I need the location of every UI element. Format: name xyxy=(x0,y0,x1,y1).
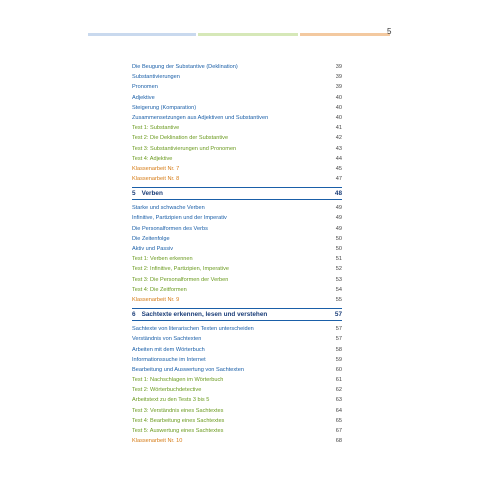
toc-entry[interactable] xyxy=(132,164,342,174)
chapter-title: Verben xyxy=(141,190,163,198)
toc-entry[interactable] xyxy=(132,406,342,416)
toc-entry-page: 54 xyxy=(335,286,342,293)
toc-entry-page: 67 xyxy=(335,428,342,434)
toc-entry-title: Test 3: Verständnis eines Sachtextes xyxy=(132,407,224,414)
toc-entry[interactable] xyxy=(132,365,342,375)
chapter-page-number: 57 xyxy=(334,311,342,319)
header-bar-blue xyxy=(88,33,196,36)
toc-entry-title: Adjektive xyxy=(132,94,155,101)
toc-entry-title: Test 5: Auswertung eines Sachtextes xyxy=(132,428,224,434)
toc-entry-title: Verständnis von Sachtexten xyxy=(132,336,202,343)
toc-entry[interactable] xyxy=(132,324,342,334)
toc-entry[interactable] xyxy=(132,154,342,164)
toc-entry-title: Zusammensetzungen aus Adjektiven und Substantiven xyxy=(132,114,269,121)
toc-entry-title: Test 2: Die Deklination der Substantive xyxy=(132,135,229,142)
header-bar-green xyxy=(198,33,298,36)
toc-entry[interactable] xyxy=(132,355,342,365)
toc-entry-title: Test 4: Die Zeitformen xyxy=(132,286,187,293)
toc-entry-page: 53 xyxy=(335,276,342,283)
toc-entry[interactable] xyxy=(132,385,342,395)
toc-entry-title: Infinitive, Partizipien und der Imperativ xyxy=(132,215,227,222)
toc-entry-page: 60 xyxy=(335,366,342,373)
toc-entry-page: 42 xyxy=(335,135,342,142)
toc-entry[interactable] xyxy=(132,345,342,355)
toc-entry-page: 43 xyxy=(335,145,342,152)
toc-entry-page: 39 xyxy=(335,84,342,91)
toc-entry-page: 51 xyxy=(335,256,342,263)
toc-entry-page: 52 xyxy=(335,266,342,273)
toc-entry-title: Test 3: Die Personalformen der Verben xyxy=(132,276,229,283)
toc-entry-title: Test 2: Wörterbuchdetective xyxy=(132,387,202,394)
chapter-title: Sachtexte erkennen, lesen und verstehen xyxy=(141,311,268,319)
chapter-number: 6 xyxy=(132,311,136,319)
toc-entry[interactable] xyxy=(132,295,342,305)
toc-entry-page: 45 xyxy=(335,165,342,172)
toc-entry-title: Klassenarbeit Nr. 10 xyxy=(132,438,183,445)
toc-entry-page: 59 xyxy=(335,356,342,363)
toc-entry-title: Substantivierungen xyxy=(132,74,180,81)
toc-entry-title: Die Beugung der Substantive (Deklination) xyxy=(132,64,238,70)
toc-entry-page: 68 xyxy=(335,438,342,445)
toc-entry[interactable] xyxy=(132,62,342,72)
toc-entry-title: Test 1: Verben erkennen xyxy=(132,256,193,263)
toc-entry-page: 63 xyxy=(335,397,342,404)
toc-entry[interactable] xyxy=(132,72,342,82)
toc-entry[interactable] xyxy=(132,174,342,184)
toc-entry-title: Pronomen xyxy=(132,84,158,91)
table-of-contents xyxy=(132,62,342,446)
toc-entry-title: Arbeiten mit dem Wörterbuch xyxy=(132,346,205,353)
toc-entry[interactable] xyxy=(132,334,342,344)
toc-entry-page: 44 xyxy=(335,155,342,162)
chapter-title-group xyxy=(132,188,163,199)
toc-entry-title: Starke und schwache Verben xyxy=(132,205,205,212)
toc-entry-title: Arbeitstext zu den Tests 3 bis 5 xyxy=(132,397,210,404)
toc-entry-title: Die Zeitenfolge xyxy=(132,235,170,242)
toc-entry[interactable] xyxy=(132,244,342,254)
toc-entry[interactable] xyxy=(132,264,342,274)
toc-entry[interactable] xyxy=(132,234,342,244)
toc-entry-page: 50 xyxy=(335,235,342,242)
toc-entry[interactable] xyxy=(132,395,342,405)
toc-entry[interactable] xyxy=(132,82,342,92)
toc-entry-title: Test 2: Infinitive, Partizipien, Imperative xyxy=(132,266,229,273)
toc-entry-title: Die Personalformen des Verbs xyxy=(132,225,208,232)
toc-entry-title: Sachtexte von literarischen Texten unterscheiden xyxy=(132,326,254,333)
toc-entry[interactable] xyxy=(132,436,342,446)
toc-entry-title: Test 4: Adjektive xyxy=(132,155,173,162)
toc-entry[interactable] xyxy=(132,213,342,223)
toc-entry-page: 57 xyxy=(335,336,342,343)
toc-entry[interactable] xyxy=(132,224,342,234)
toc-entry-page: 39 xyxy=(335,64,342,70)
toc-entry-page: 62 xyxy=(335,387,342,394)
toc-entry-page: 55 xyxy=(335,296,342,303)
toc-entry-page: 64 xyxy=(335,407,342,414)
toc-entry-title: Informationssuche im Internet xyxy=(132,356,206,363)
chapter-number: 5 xyxy=(132,190,136,198)
toc-entry-page: 40 xyxy=(335,104,342,111)
page-number: 5 xyxy=(387,27,392,36)
toc-entry-page: 47 xyxy=(335,176,342,183)
toc-entry-title: Klassenarbeit Nr. 9 xyxy=(132,296,180,303)
toc-entry[interactable] xyxy=(132,375,342,385)
header-bar-orange xyxy=(300,33,390,36)
toc-entry[interactable] xyxy=(132,144,342,154)
toc-entry[interactable] xyxy=(132,93,342,103)
toc-entry-title: Aktiv und Passiv xyxy=(132,246,174,252)
toc-entry-title: Klassenarbeit Nr. 8 xyxy=(132,176,180,183)
toc-entry-title: Test 1: Nachschlagen im Wörterbuch xyxy=(132,377,224,384)
toc-entry-page: 49 xyxy=(335,215,342,222)
toc-entry-title: Test 3: Substantivierungen und Pronomen xyxy=(132,145,237,152)
toc-entry-page: 57 xyxy=(335,326,342,333)
toc-entry-page: 61 xyxy=(335,377,342,384)
toc-entry[interactable] xyxy=(132,123,342,133)
toc-entry-page: 40 xyxy=(335,114,342,121)
toc-entry[interactable] xyxy=(132,416,342,426)
toc-entry-title: Klassenarbeit Nr. 7 xyxy=(132,165,180,172)
toc-entry-page: 50 xyxy=(335,246,342,252)
chapter-heading[interactable] xyxy=(132,308,342,321)
toc-entry-page: 65 xyxy=(335,417,342,424)
toc-entry-title: Test 1: Substantive xyxy=(132,125,180,132)
toc-entry-title: Steigerung (Komparation) xyxy=(132,104,197,111)
toc-entry-title: Bearbeitung und Auswertung von Sachtexten xyxy=(132,366,244,373)
toc-entry-page: 39 xyxy=(335,74,342,81)
toc-entry-title: Test 4: Bearbeitung eines Sachtextes xyxy=(132,417,225,424)
chapter-page-number: 48 xyxy=(334,190,342,198)
toc-entry-page: 41 xyxy=(335,125,342,132)
toc-entry[interactable] xyxy=(132,254,342,264)
toc-entry[interactable] xyxy=(132,113,342,123)
toc-entry[interactable] xyxy=(132,133,342,143)
toc-entry[interactable] xyxy=(132,275,342,285)
toc-entry-page: 49 xyxy=(335,205,342,212)
toc-entry[interactable] xyxy=(132,285,342,295)
chapter-heading[interactable] xyxy=(132,187,342,200)
toc-entry-page: 40 xyxy=(335,94,342,101)
toc-entry-page: 58 xyxy=(335,346,342,353)
toc-entry-page: 49 xyxy=(335,225,342,232)
toc-entry[interactable] xyxy=(132,426,342,436)
chapter-title-group xyxy=(132,309,267,320)
toc-entry[interactable] xyxy=(132,103,342,113)
toc-entry[interactable] xyxy=(132,203,342,213)
